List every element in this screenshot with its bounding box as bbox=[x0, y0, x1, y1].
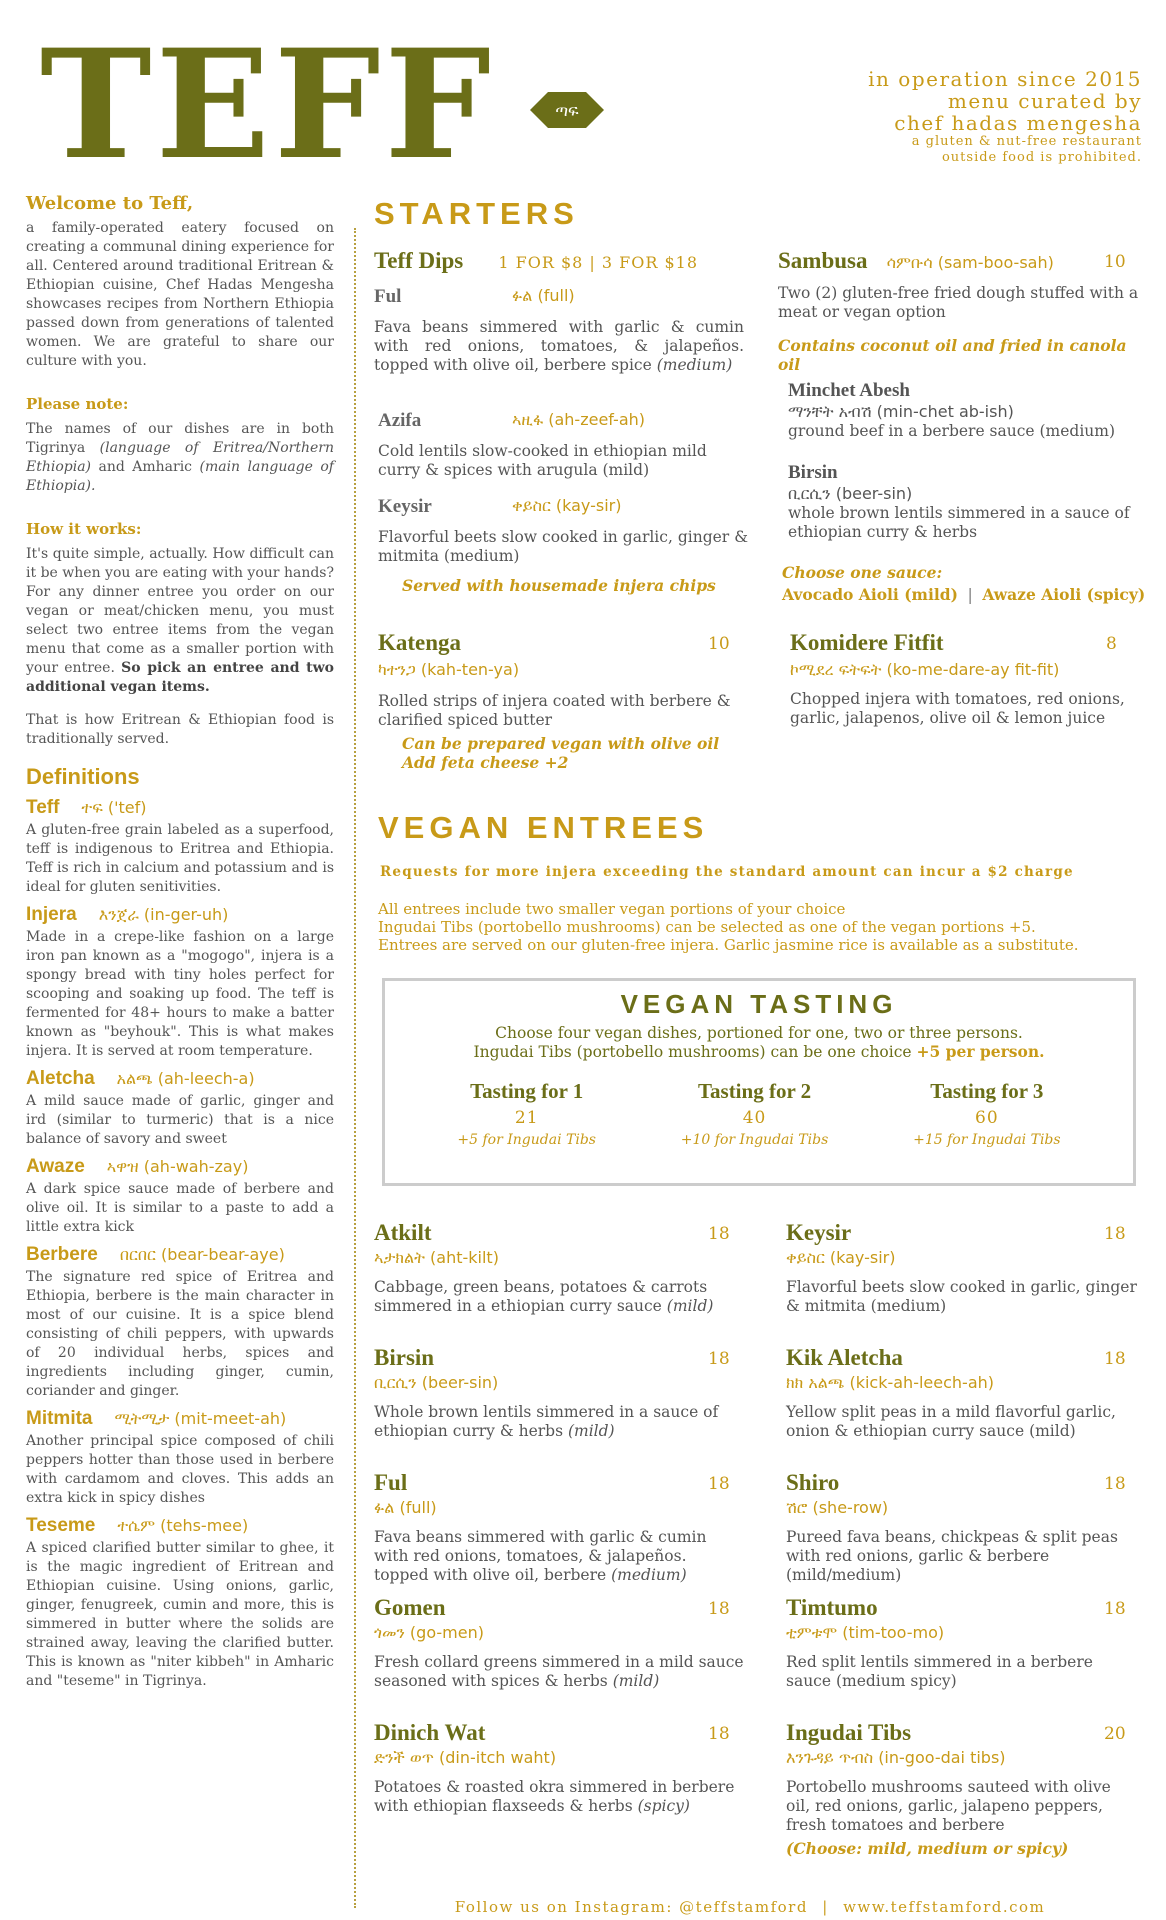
vegan-item-amharic: ቢርሲን (beer-sin) bbox=[374, 1373, 499, 1392]
vegan-item-name: Birsin bbox=[374, 1345, 435, 1370]
vegan-tasting-box bbox=[382, 978, 1136, 1186]
komidere-desc: Chopped injera with tomatoes, red onions, garlic, jalapenos, olive oil & lemon juice bbox=[790, 690, 1125, 727]
vegan-item-price: 18 bbox=[708, 1724, 730, 1744]
katenga-price: 10 bbox=[708, 634, 730, 654]
minchet-amharic: ማንቸት አብሽ (min-chet ab-ish) bbox=[788, 402, 1014, 421]
komidere-item bbox=[790, 630, 1130, 728]
vegan-item-price: 18 bbox=[1104, 1474, 1126, 1494]
dip-ful-amharic: ፉል (full) bbox=[512, 286, 575, 305]
definition-amharic: ኣዋዝ (ah-wah-zay) bbox=[106, 1157, 249, 1176]
restaurant-logo: TEFF bbox=[40, 17, 495, 193]
vegan-item-amharic: ኣታክልት (aht-kilt) bbox=[374, 1248, 499, 1267]
vegan-item-price: 18 bbox=[1104, 1224, 1126, 1244]
vegan-item-name: Kik Aletcha bbox=[786, 1345, 903, 1370]
vegan-info-1: All entrees include two smaller vegan portions of your choice bbox=[378, 900, 846, 918]
komidere-name: Komidere Fitfit bbox=[790, 630, 944, 655]
sauce-heading: Choose one sauce: bbox=[782, 563, 943, 582]
vegan-item-desc: Red split lentils simmered in a berbere sauce (medium spicy) bbox=[786, 1653, 1093, 1690]
definition-injera bbox=[26, 905, 334, 1061]
vegan-item-desc: Pureed fava beans, chickpeas & split peas with red onions, garlic & berbere (mild/medium) bbox=[786, 1528, 1118, 1584]
definition-text: A dark spice sauce made of berbere and olive oil. It is similar to a paste to add a little extra kick bbox=[26, 1181, 334, 1235]
dip-ful bbox=[374, 286, 744, 375]
definition-amharic: አልጫ (ah-leech-a) bbox=[116, 1069, 255, 1088]
vegan-item-name: Shiro bbox=[786, 1470, 840, 1495]
vegan-item-amharic: ቲምቱሞ (tim-too-mo) bbox=[786, 1623, 945, 1642]
vegan-item-dinich-wat bbox=[374, 1720, 744, 1816]
birsin-amharic: ቢርሲን (beer-sin) bbox=[788, 484, 913, 503]
dip-keysir-amharic: ቀይስር (kay-sir) bbox=[512, 496, 622, 515]
note-heading: Please note: bbox=[26, 395, 129, 413]
vegan-tasting-line2: Ingudai Tibs (portobello mushrooms) can be one choice +5 per person. bbox=[473, 1042, 1045, 1061]
tasting-option-price: 60 bbox=[975, 1108, 999, 1128]
sambusa-desc: Two (2) gluten-free fried dough stuffed with a meat or vegan option bbox=[778, 284, 1139, 321]
definition-text: A spiced clarified butter similar to ghee, it is the magic ingredient of Eritrean and Ethiopian cuisine. Using onions, garlic, ginger, fenugreek, cumin and more, this is simmered in butter where the solids are strained away, leaving the clarified butter. This is known as "niter kibbeh" in Amharic and "teseme" in Tigrinya. bbox=[26, 1540, 334, 1689]
vegan-tasting-title: VEGAN TASTING bbox=[620, 989, 898, 1019]
how-heading: How it works: bbox=[26, 520, 142, 538]
vegan-item-keysir bbox=[786, 1220, 1138, 1316]
definition-text: The signature red spice of Eritrea and Ethiopia, berbere is the main character in most of our cuisine. It is a spice blend consisting of chili peppers, with upwards of 20 individual herbs, spices and ingredients including ginger, cumin, coriander and ginger. bbox=[26, 1269, 334, 1399]
definition-amharic: ተሴም (tehs-mee) bbox=[117, 1516, 249, 1535]
vegan-item-amharic: ድንች ወጥ (din-itch waht) bbox=[374, 1748, 557, 1767]
vegan-info-2: Ingudai Tibs (portobello mushrooms) can be selected as one of the vegan portions +5. bbox=[378, 918, 1036, 936]
vegan-item-price: 18 bbox=[708, 1224, 730, 1244]
dip-azifa-amharic: ኣዚፋ (ah-zeef-ah) bbox=[512, 410, 646, 429]
definition-term: Mitmita bbox=[26, 1408, 93, 1429]
instagram-link[interactable]: Follow us on Instagram: @teffstamford bbox=[454, 1898, 808, 1916]
injera-charge-note: Requests for more injera exceeding the standard amount can incur a $2 charge bbox=[380, 864, 1074, 880]
komidere-amharic: ኮሚደረ ፍትፍት (ko-me-dare-ay fit-fit) bbox=[790, 660, 1060, 679]
dips-note: Served with housemade injera chips bbox=[402, 576, 716, 595]
definition-teseme bbox=[26, 1516, 334, 1691]
definition-awaze bbox=[26, 1157, 334, 1237]
katenga-amharic: ካተንጋ (kah-ten-ya) bbox=[378, 660, 520, 679]
how-text: It's quite simple, actually. How difficult can it be when you are eating with your hands? For any dinner entree you order on our vegan or meat/chicken menu, you must select two entree items from the vegan menu that come as a smaller portion with your entree. So pick an entree and two additional vegan items. bbox=[26, 546, 334, 695]
vegan-tasting-line1: Choose four vegan dishes, portioned for one, two or three persons. bbox=[495, 1024, 1023, 1042]
vegan-item-gomen bbox=[374, 1595, 744, 1691]
definition-teff bbox=[26, 798, 334, 897]
tasting-option-price: 21 bbox=[514, 1108, 539, 1128]
starters-heading: STARTERS bbox=[374, 196, 579, 231]
vegan-item-birsin bbox=[374, 1345, 744, 1441]
katenga-note-feta: Add feta cheese +2 bbox=[402, 753, 569, 772]
definition-term: Aletcha bbox=[26, 1068, 95, 1089]
vegan-item-name: Ingudai Tibs bbox=[786, 1720, 912, 1745]
katenga-note-vegan: Can be prepared vegan with olive oil bbox=[402, 734, 720, 753]
sauce-avocado: Avocado Aioli (mild) bbox=[782, 585, 958, 604]
tasting-option-name: Tasting for 2 bbox=[697, 1079, 812, 1103]
dip-keysir bbox=[378, 496, 748, 566]
sambusa-minchet bbox=[788, 380, 1138, 441]
welcome-text: a family-operated eatery focused on creating a communal dining experience for all. Centered around traditional Eritrean & Ethiopian cuisine, Chef Hadas Mengesha showcases recipes from Northern Ethiopia passed down from generations of talented women. We are grateful to share our culture with you. bbox=[26, 220, 334, 369]
vegan-item-desc: Yellow split peas in a mild flavorful garlic, onion & ethiopian curry sauce (mild) bbox=[786, 1403, 1116, 1440]
definition-text: Made in a crepe-like fashion on a large iron pan known as a "mogogo", injera is a spongy bread with tiny holes perfect for scooping and soaking up food. The teff is fermented for 48+ hours to make a batter known as "beyhouk". This is what makes injera. It is served at room temperature. bbox=[26, 929, 334, 1059]
dip-keysir-desc: Flavorful beets slow cooked in garlic, ginger & mitmita (medium) bbox=[378, 528, 748, 565]
definition-term: Injera bbox=[26, 904, 77, 925]
teff-dips-item bbox=[374, 248, 744, 274]
dip-azifa-name: Azifa bbox=[378, 410, 422, 431]
tasting-option-3 bbox=[913, 1079, 1060, 1148]
logo-badge-text: ጣፍ bbox=[555, 101, 579, 120]
vegan-item-desc: Cabbage, green beans, potatoes & carrots simmered in a ethiopian curry sauce (mild) bbox=[374, 1278, 714, 1315]
logo-badge bbox=[530, 92, 604, 128]
dip-ful-desc: Fava beans simmered with garlic & cumin with red onions, tomatoes, & jalapeños. topped with olive oil, berbere spice (medium) bbox=[374, 318, 744, 374]
footer: Follow us on Instagram: @teffstamford | www.teffstamford.com bbox=[454, 1898, 1046, 1916]
tasting-option-name: Tasting for 3 bbox=[930, 1079, 1044, 1103]
vegan-item-price: 18 bbox=[708, 1474, 730, 1494]
vegan-entrees-heading: VEGAN ENTREES bbox=[378, 810, 709, 845]
intro-column bbox=[26, 192, 334, 1699]
how-end-text: That is how Eritrean & Ethiopian food is traditionally served. bbox=[26, 712, 334, 747]
definition-amharic: ሚትሚታ (mit-meet-ah) bbox=[114, 1409, 287, 1428]
birsin-name: Birsin bbox=[788, 462, 838, 483]
sambusa-price: 10 bbox=[1104, 252, 1126, 272]
vegan-item-name: Atkilt bbox=[374, 1220, 432, 1245]
sambusa-note: Contains coconut oil and fried in canola oil bbox=[778, 336, 1127, 374]
tasting-option-2 bbox=[681, 1079, 828, 1148]
definition-berbere bbox=[26, 1245, 334, 1401]
definition-amharic: ተፍ ('tef) bbox=[81, 798, 147, 817]
tasting-option-1 bbox=[457, 1079, 596, 1148]
vegan-item-note: (Choose: mild, medium or spicy) bbox=[786, 1839, 1069, 1858]
definition-term: Awaze bbox=[26, 1156, 85, 1177]
definition-amharic: በርበር (bear-bear-aye) bbox=[119, 1245, 285, 1264]
vegan-item-amharic: እንጉዳይ ጥብስ (in-goo-dai tibs) bbox=[786, 1748, 1006, 1767]
gluten-free-line: a gluten & nut-free restaurant bbox=[911, 134, 1142, 149]
vegan-item-kik-aletcha bbox=[786, 1345, 1138, 1441]
vegan-item-name: Dinich Wat bbox=[374, 1720, 486, 1745]
vegan-item-desc: Fava beans simmered with garlic & cumin with red onions, tomatoes, & jalapeños. topped with olive oil, berbere (medium) bbox=[374, 1528, 707, 1584]
chef-line: chef hadas mengesha bbox=[894, 111, 1142, 135]
katenga-name: Katenga bbox=[378, 630, 462, 655]
tasting-option-price: 40 bbox=[742, 1108, 767, 1128]
vegan-item-name: Gomen bbox=[374, 1595, 446, 1620]
sauce-awaze: Awaze Aioli (spicy) bbox=[982, 585, 1146, 604]
minchet-desc: ground beef in a berbere sauce (medium) bbox=[788, 422, 1116, 440]
column-divider bbox=[354, 228, 356, 1908]
vegan-item-amharic: ቀይስር (kay-sir) bbox=[786, 1248, 896, 1267]
vegan-item-name: Timtumo bbox=[786, 1595, 878, 1620]
vegan-item-desc: Portobello mushrooms sauteed with olive oil, red onions, garlic, jalapeno peppers, fresh tomatoes and berbere bbox=[786, 1778, 1111, 1834]
vegan-tasting-options bbox=[385, 1079, 1133, 1148]
katenga-item bbox=[378, 630, 738, 772]
vegan-item-price: 18 bbox=[708, 1599, 730, 1619]
definition-term: Teff bbox=[26, 797, 60, 818]
teff-dips-price: 1 FOR $8 | 3 FOR $18 bbox=[498, 253, 699, 272]
katenga-desc: Rolled strips of injera coated with berbere & clarified spiced butter bbox=[378, 692, 731, 729]
vegan-item-timtumo bbox=[786, 1595, 1138, 1691]
vegan-item-desc: Flavorful beets slow cooked in garlic, ginger & mitmita (medium) bbox=[786, 1278, 1137, 1315]
dip-azifa bbox=[378, 410, 748, 480]
vegan-item-amharic: ክክ አልጫ (kick-ah-leech-ah) bbox=[786, 1373, 995, 1392]
curated-line: menu curated by bbox=[947, 89, 1142, 113]
vegan-item-amharic: ሽሮ (she-row) bbox=[786, 1498, 889, 1517]
website-link[interactable]: www.teffstamford.com bbox=[843, 1898, 1046, 1916]
vegan-item-desc: Potatoes & roasted okra simmered in berbere with ethiopian flaxseeds & herbs (spicy) bbox=[374, 1778, 735, 1815]
vegan-item-desc: Whole brown lentils simmered in a sauce of ethiopian curry & herbs (mild) bbox=[374, 1403, 719, 1440]
teff-dips-name: Teff Dips bbox=[374, 248, 464, 273]
definition-term: Berbere bbox=[26, 1244, 98, 1265]
sauce-options: Avocado Aioli (mild) | Awaze Aioli (spicy) bbox=[782, 585, 1146, 604]
vegan-item-name: Keysir bbox=[786, 1220, 852, 1245]
definition-term: Teseme bbox=[26, 1515, 96, 1536]
vegan-item-price: 20 bbox=[1104, 1724, 1126, 1744]
birsin-desc: whole brown lentils simmered in a sauce of ethiopian curry & herbs bbox=[788, 504, 1130, 541]
definition-aletcha bbox=[26, 1069, 334, 1149]
dip-keysir-name: Keysir bbox=[378, 496, 432, 517]
definition-amharic: እንጀራ (in-ger-uh) bbox=[98, 905, 229, 924]
vegan-item-price: 18 bbox=[1104, 1349, 1126, 1369]
minchet-name: Minchet Abesh bbox=[788, 380, 910, 401]
vegan-item-shiro bbox=[786, 1470, 1138, 1585]
sambusa-birsin bbox=[788, 462, 1138, 542]
tasting-option-addon: +5 for Ingudai Tibs bbox=[457, 1132, 596, 1148]
komidere-price: 8 bbox=[1106, 634, 1117, 654]
vegan-info-3: Entrees are served on our gluten-free injera. Garlic jasmine rice is available as a substitute. bbox=[378, 936, 1079, 954]
tasting-option-addon: +10 for Ingudai Tibs bbox=[680, 1132, 829, 1148]
sambusa-name: Sambusa bbox=[778, 248, 868, 273]
welcome-heading: Welcome to Teff, bbox=[26, 193, 194, 214]
definition-mitmita bbox=[26, 1409, 334, 1508]
outside-food-line: outside food is prohibited. bbox=[941, 150, 1142, 165]
vegan-item-desc: Fresh collard greens simmered in a mild sauce seasoned with spices & herbs (mild) bbox=[374, 1653, 744, 1690]
definition-text: A mild sauce made of garlic, ginger and ird (similar to turmeric) that is a nice balance of savory and sweet bbox=[26, 1093, 334, 1147]
vegan-item-atkilt bbox=[374, 1220, 744, 1316]
definitions-heading: Definitions bbox=[26, 764, 140, 789]
dip-azifa-desc: Cold lentils slow-cooked in ethiopian mild curry & spices with arugula (mild) bbox=[378, 442, 707, 479]
vegan-item-price: 18 bbox=[708, 1349, 730, 1369]
vegan-item-amharic: ጎመን (go-men) bbox=[374, 1623, 484, 1642]
definition-text: Another principal spice composed of chili peppers hotter than those used in berbere with cardamom and cloves. This adds an extra kick in spicy dishes bbox=[26, 1433, 334, 1506]
since-line: in operation since 2015 bbox=[868, 67, 1142, 91]
vegan-info bbox=[378, 900, 1158, 954]
vegan-item-ingudai-tibs bbox=[786, 1720, 1138, 1858]
sambusa-item bbox=[778, 248, 1148, 374]
dip-ful-name: Ful bbox=[374, 286, 402, 307]
tasting-option-name: Tasting for 1 bbox=[470, 1079, 584, 1103]
restaurant-info bbox=[868, 68, 1142, 166]
sambusa-amharic: ሳምቡሳ (sam-boo-sah) bbox=[886, 253, 1054, 272]
definitions-list bbox=[26, 798, 334, 1691]
vegan-item-name: Ful bbox=[374, 1470, 408, 1495]
definition-text: A gluten-free grain labeled as a superfood, teff is indigenous to Eritrea and Ethiopia. Teff is rich in calcium and potassium and is ideal for gluten senitivities. bbox=[26, 822, 334, 895]
vegan-item-ful bbox=[374, 1470, 744, 1585]
note-text: The names of our dishes are in both Tigrinya (language of Eritrea/Northern Ethiopia) and Amharic (main language of Ethiopia). bbox=[26, 421, 335, 494]
vegan-item-amharic: ፉል (full) bbox=[374, 1498, 437, 1517]
vegan-item-price: 18 bbox=[1104, 1599, 1126, 1619]
tasting-option-addon: +15 for Ingudai Tibs bbox=[913, 1132, 1061, 1148]
